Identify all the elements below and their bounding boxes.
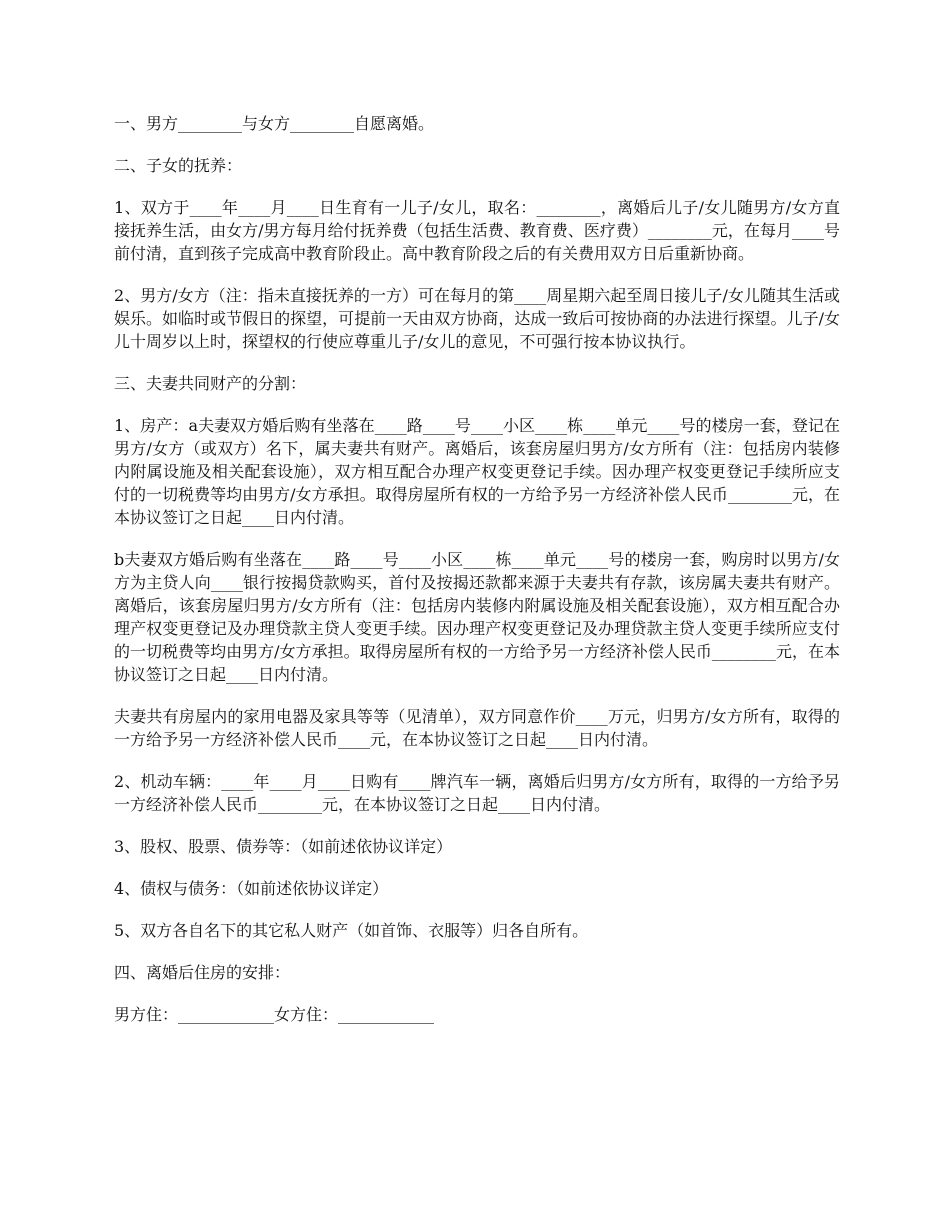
clause-debts: 4、债权与债务：（如前述依协议详定）	[114, 879, 389, 898]
section-heading-housing: 四、离婚后住房的安排：	[114, 963, 291, 982]
clause-private-property: 5、双方各自名下的其它私人财产（如首饰、衣服等）归各自所有。	[114, 921, 589, 940]
section-heading-child-custody: 二、子女的抚养：	[114, 156, 243, 175]
clause-property-house-b: b夫妻双方婚后购有坐落在____路____号____小区____栋____单元____号的楼房一套，购房时以男方/女方为主贷人向____银行按揭贷款购买，首付及按揭还款都来源于夫妻共有存款，该房属夫妻共有财产。离婚后，该套房屋归男方/女方所有（注：包括房内装修内附属设施及相关配套设施），双方相互配合办理产权变更登记及办理贷款主贷人变更手续。因办理产权变更登记及办理贷款主贷人变更手续所应支付的一切税费等均由男方/女方承担。取得房屋所有权的一方给予另一方经济补偿人民币________元，在本协议签订之日起____日内付清。	[114, 550, 840, 684]
clause-property-house-a: 1、房产：a夫妻双方婚后购有坐落在____路____号____小区____栋____单元____号的楼房一套，登记在男方/女方（或双方）名下，属夫妻共有财产。离婚后，该套房屋归男方/女方所有（注：包括房内装修内附属设施及相关配套设施），双方相互配合办理产权变更登记手续。因办理产权变更登记手续所应支付的一切税费等均由男方/女方承担。取得房屋所有权的一方给予另一方经济补偿人民币________元，在本协议签订之日起____日内付清。	[114, 416, 840, 527]
clause-one-voluntary-divorce: 一、男方________与女方________自愿离婚。	[114, 114, 435, 133]
clause-visitation: 2、男方/女方（注：指未直接抚养的一方）可在每月的第____周星期六起至周日接儿子/女儿随其生活或娱乐。如临时或节假日的探望，可提前一天由双方协商，达成一致后可按协商的办法进行探望。儿子/女儿十周岁以上时，探望权的行使应尊重儿子/女儿的意见，不可强行按本协议执行。	[114, 286, 840, 351]
clause-stocks-bonds: 3、股权、股票、债券等：（如前述依协议详定）	[114, 837, 453, 856]
clause-housing-arrangement: 男方住：____________女方住：____________	[114, 1005, 435, 1024]
clause-child-support: 1、双方于____年____月____日生育有一儿子/女儿，取名：________，离婚后儿子/女儿随男方/女方直接抚养生活，由女方/男方每月给付抚养费（包括生活费、教育费、医疗费）________元，在每月____号前付清，直到孩子完成高中教育阶段止。高中教育阶段之后的有关费用双方日后重新协商。	[114, 198, 840, 263]
clause-household-appliances: 夫妻共有房屋内的家用电器及家具等等（见清单），双方同意作价____万元，归男方/女方所有，取得的一方给予另一方经济补偿人民币____元，在本协议签订之日起____日内付清。	[114, 707, 840, 749]
section-heading-property-division: 三、夫妻共同财产的分割：	[114, 374, 307, 393]
clause-motor-vehicle: 2、机动车辆：____年____月____日购有____牌汽车一辆，离婚后归男方/女方所有，取得的一方给予另一方经济补偿人民币________元，在本协议签订之日起____日内付清。	[114, 772, 840, 814]
